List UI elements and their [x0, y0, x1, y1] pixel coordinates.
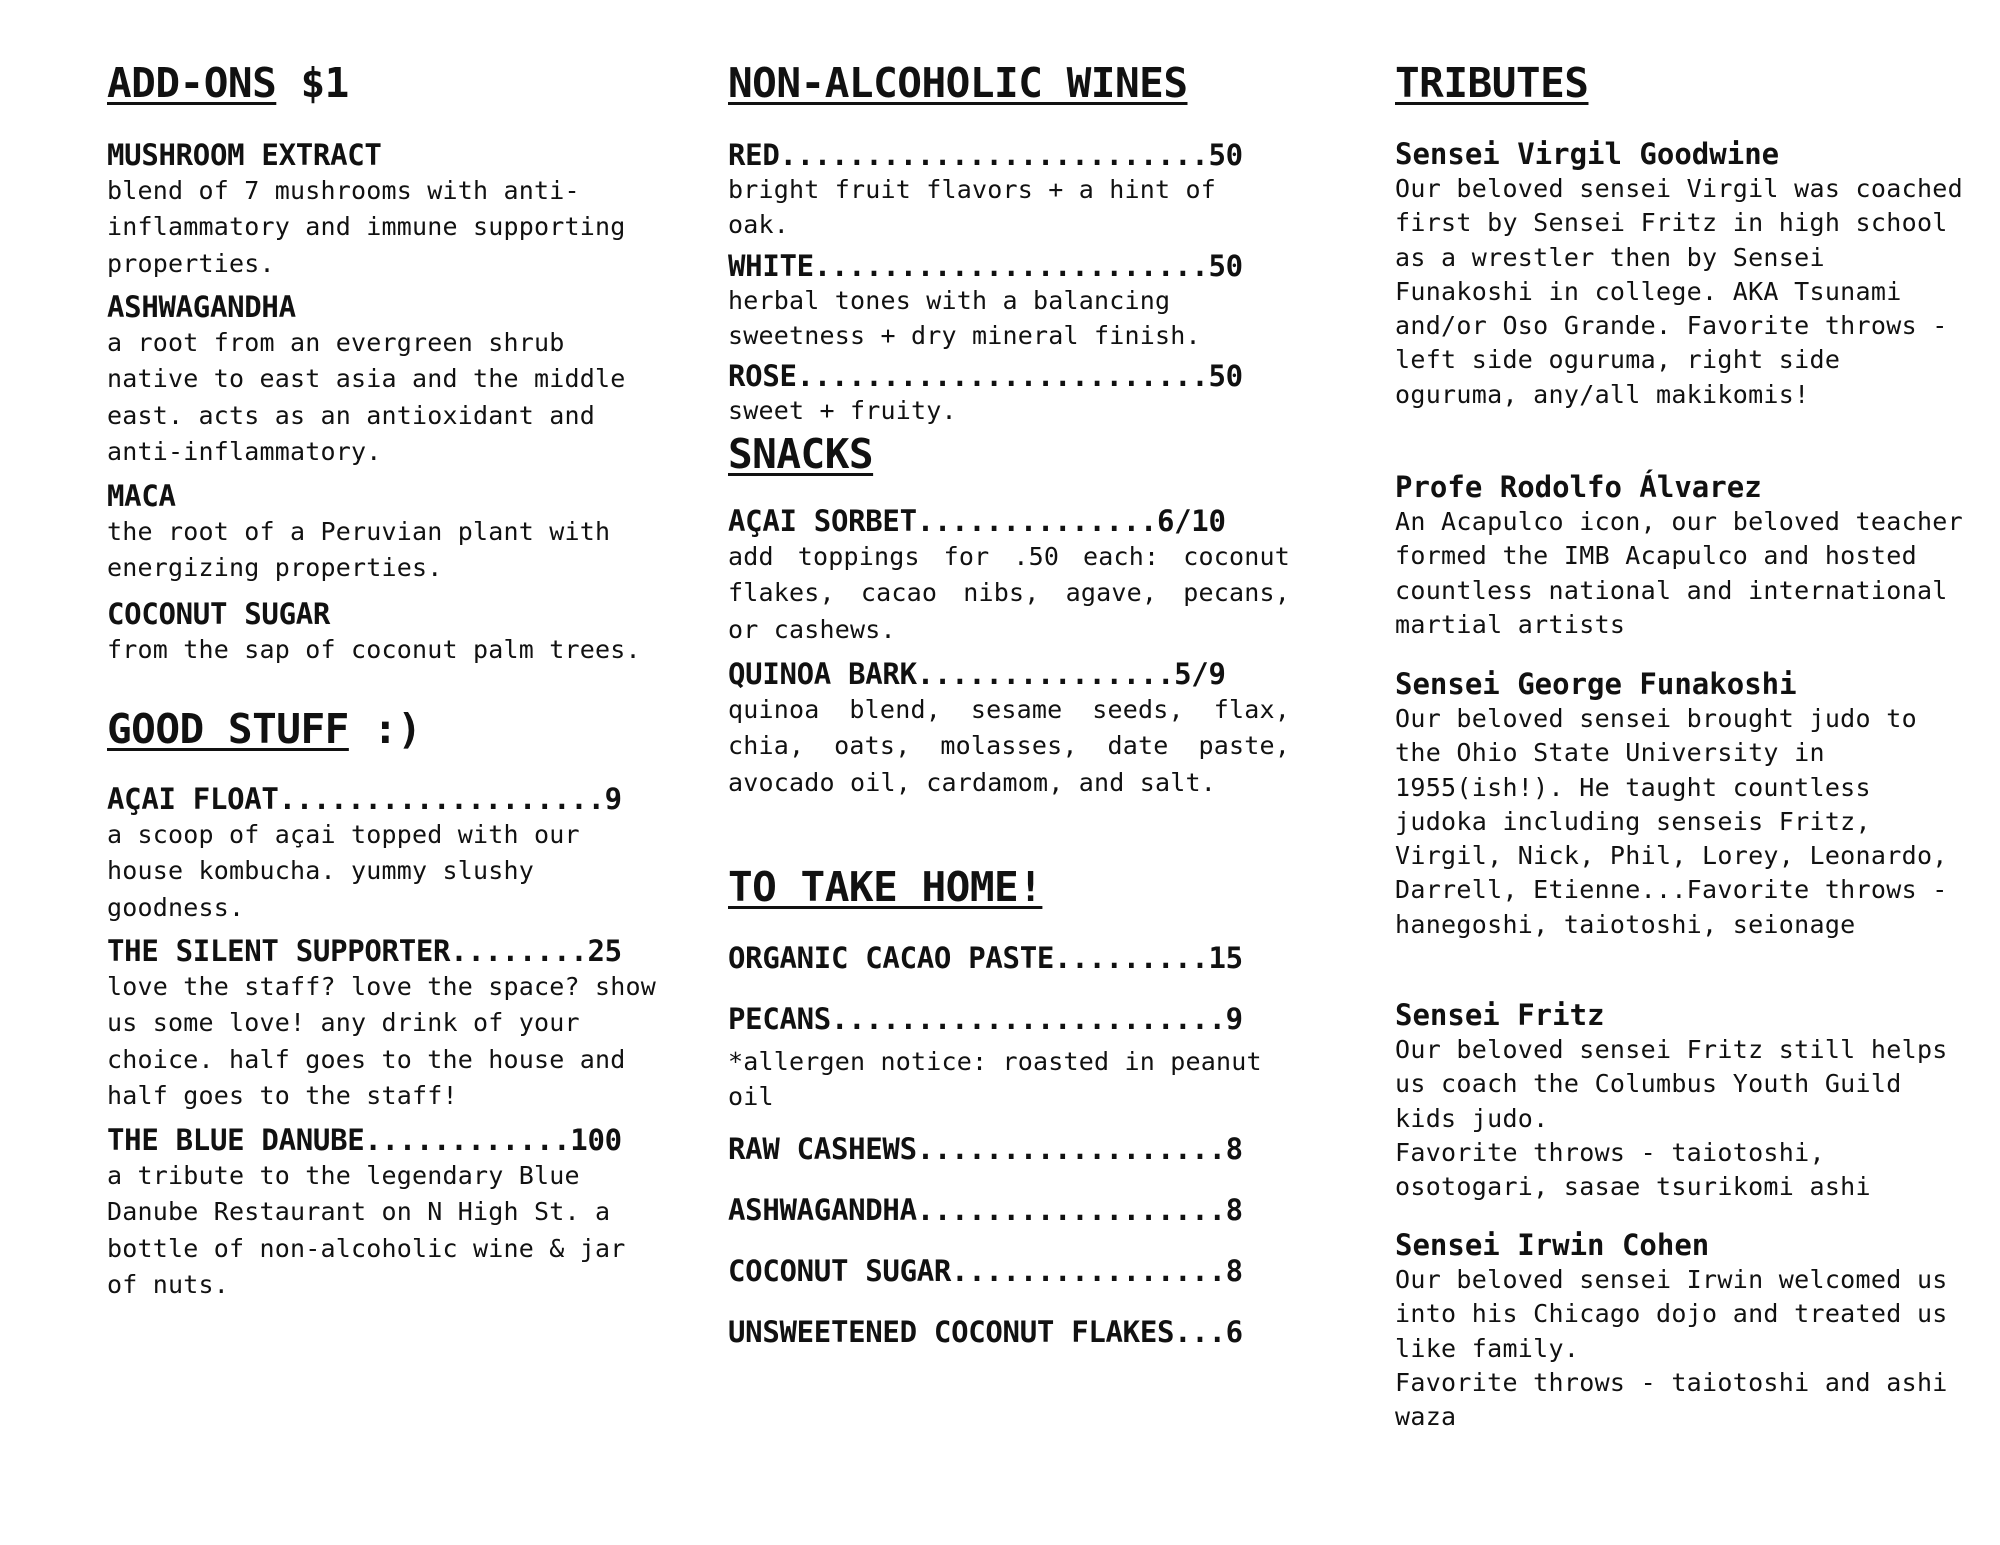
- take-home-item-name: COCONUT SUGAR................8: [728, 1254, 1243, 1288]
- take-home-heading-text: TO TAKE HOME!: [728, 863, 1043, 911]
- addon-item-name: MUSHROOM EXTRACT: [107, 138, 382, 172]
- take-home-item: [728, 1253, 1290, 1289]
- snack-item-desc: quinoa blend, sesame seeds, flax, chia, oats, molasses, date paste, avocado oil, cardamom, and salt.: [728, 695, 1290, 797]
- tribute-desc: Our beloved sensei brought judo to the Ohio State University in 1955(ish!). He taught countless judoka including senseis Fritz, Virgil, Nick, Phil, Lorey, Leonardo, Darrell, Etienne...Favorite throws - hanegoshi, taiotoshi, seionage: [1395, 704, 1948, 939]
- good-stuff-item: [107, 933, 667, 1114]
- tributes-section: [1395, 60, 1970, 106]
- addon-item: [107, 289, 667, 470]
- snack-item: [728, 503, 1290, 648]
- tributes-heading: [1395, 60, 1970, 106]
- good-stuff-item-name: AÇAI FLOAT...................9: [107, 782, 622, 816]
- good-stuff-section: [107, 706, 667, 752]
- take-home-item-name: ASHWAGANDHA..................8: [728, 1193, 1243, 1227]
- addon-item-desc: from the sap of coconut palm trees.: [107, 635, 641, 664]
- good-stuff-heading: [107, 706, 667, 752]
- take-home-item-name: PECANS.......................9: [728, 1002, 1243, 1036]
- addons-heading-text: ADD-ONS: [107, 59, 277, 107]
- wines-heading-text: NON-ALCOHOLIC WINES: [728, 59, 1188, 107]
- wine-item-name: ROSE........................50: [728, 359, 1243, 393]
- addon-item-name: ASHWAGANDHA: [107, 290, 296, 324]
- tribute-item: [1395, 997, 1970, 1204]
- addon-item-desc: blend of 7 mushrooms with anti-inflammatory and immune supporting properties.: [107, 176, 626, 278]
- good-stuff-item-desc: a scoop of açai topped with our house kombucha. yummy slushy goodness.: [107, 820, 580, 922]
- take-home-item-name: RAW CASHEWS..................8: [728, 1132, 1243, 1166]
- good-stuff-item-desc: a tribute to the legendary Blue Danube Restaurant on N High St. a bottle of non-alcoholic wine & jar of nuts.: [107, 1161, 626, 1299]
- tribute-desc: Our beloved sensei Virgil was coached first by Sensei Fritz in high school as a wrestler then by Sensei Funakoshi in college. AKA Tsunami and/or Oso Grande. Favorite throws - left side oguruma, right side oguruma, any/all makikomis!: [1395, 174, 1963, 409]
- good-stuff-item-desc: love the staff? love the space? show us some love! any drink of your choice. half goes to the house and half goes to the staff!: [107, 972, 657, 1110]
- snacks-heading-text: SNACKS: [728, 430, 874, 478]
- addons-heading: [107, 60, 667, 106]
- good-stuff-heading-smiley: :): [373, 705, 422, 753]
- tribute-desc: Our beloved sensei Fritz still helps us coach the Columbus Youth Guild kids judo. Favorite throws - taiotoshi, osotogari, sasae tsurikomi ashi: [1395, 1035, 1948, 1202]
- addon-item-desc: a root from an evergreen shrub native to east asia and the middle east. acts as an antioxidant and anti-inflammatory.: [107, 328, 626, 466]
- wines-heading: [728, 60, 1290, 106]
- addon-item-name: MACA: [107, 479, 176, 513]
- tribute-name: Sensei George Funakoshi: [1395, 667, 1797, 701]
- snack-item: [728, 656, 1290, 801]
- tribute-item: [1395, 666, 1970, 942]
- take-home-item-name: ORGANIC CACAO PASTE.........15: [728, 941, 1243, 975]
- allergen-notice: *allergen notice: roasted in peanut oil: [728, 1047, 1262, 1111]
- addon-item-desc: the root of a Peruvian plant with energizing properties.: [107, 517, 611, 583]
- tribute-name: Profe Rodolfo Álvarez: [1395, 470, 1762, 504]
- addons-heading-price: $1: [300, 59, 349, 107]
- wine-item-name: WHITE.......................50: [728, 249, 1243, 283]
- wine-item: [728, 137, 1290, 242]
- take-home-item: [728, 1192, 1290, 1228]
- snack-item-name: AÇAI SORBET..............6/10: [728, 504, 1226, 538]
- take-home-item: [728, 1131, 1290, 1167]
- tribute-item: [1395, 469, 1970, 642]
- addon-item: [107, 137, 667, 282]
- tribute-name: Sensei Irwin Cohen: [1395, 1228, 1710, 1262]
- snack-item-name: QUINOA BARK...............5/9: [728, 657, 1226, 691]
- tribute-desc: An Acapulco icon, our beloved teacher formed the IMB Acapulco and hosted countless national and international martial artists: [1395, 507, 1963, 639]
- wine-item: [728, 358, 1290, 429]
- addons-section: [107, 60, 667, 106]
- tribute-desc: Our beloved sensei Irwin welcomed us into his Chicago dojo and treated us like family. Favorite throws - taiotoshi and ashi waza: [1395, 1265, 1948, 1432]
- good-stuff-item: [107, 781, 667, 926]
- tribute-item: [1395, 1227, 1970, 1434]
- take-home-item: [728, 1001, 1290, 1114]
- take-home-item-name: UNSWEETENED COCONUT FLAKES...6: [728, 1315, 1243, 1349]
- wine-item-desc: sweet + fruity.: [728, 396, 957, 425]
- wine-item-name: RED.........................50: [728, 138, 1243, 172]
- good-stuff-item: [107, 1122, 667, 1303]
- wine-item: [728, 248, 1290, 353]
- snacks-section: [728, 431, 1290, 477]
- take-home-section: [728, 864, 1290, 910]
- wine-item-desc: bright fruit flavors + a hint of oak.: [728, 175, 1217, 239]
- take-home-heading: [728, 864, 1290, 910]
- wines-section: [728, 60, 1290, 106]
- take-home-item: [728, 1314, 1290, 1350]
- tribute-name: Sensei Fritz: [1395, 998, 1605, 1032]
- addon-item: [107, 478, 667, 587]
- good-stuff-heading-text: GOOD STUFF: [107, 705, 349, 753]
- tribute-item: [1395, 136, 1970, 412]
- take-home-item: [728, 940, 1290, 976]
- addon-item-name: COCONUT SUGAR: [107, 597, 331, 631]
- good-stuff-item-name: THE BLUE DANUBE............100: [107, 1123, 622, 1157]
- tributes-heading-text: TRIBUTES: [1395, 59, 1589, 107]
- addon-item: [107, 596, 667, 668]
- snacks-heading: [728, 431, 1290, 477]
- snack-item-desc: add toppings for .50 each: coconut flakes, cacao nibs, agave, pecans, or cashews.: [728, 542, 1290, 644]
- good-stuff-item-name: THE SILENT SUPPORTER........25: [107, 934, 622, 968]
- wine-item-desc: herbal tones with a balancing sweetness + dry mineral finish.: [728, 286, 1201, 350]
- tribute-name: Sensei Virgil Goodwine: [1395, 137, 1780, 171]
